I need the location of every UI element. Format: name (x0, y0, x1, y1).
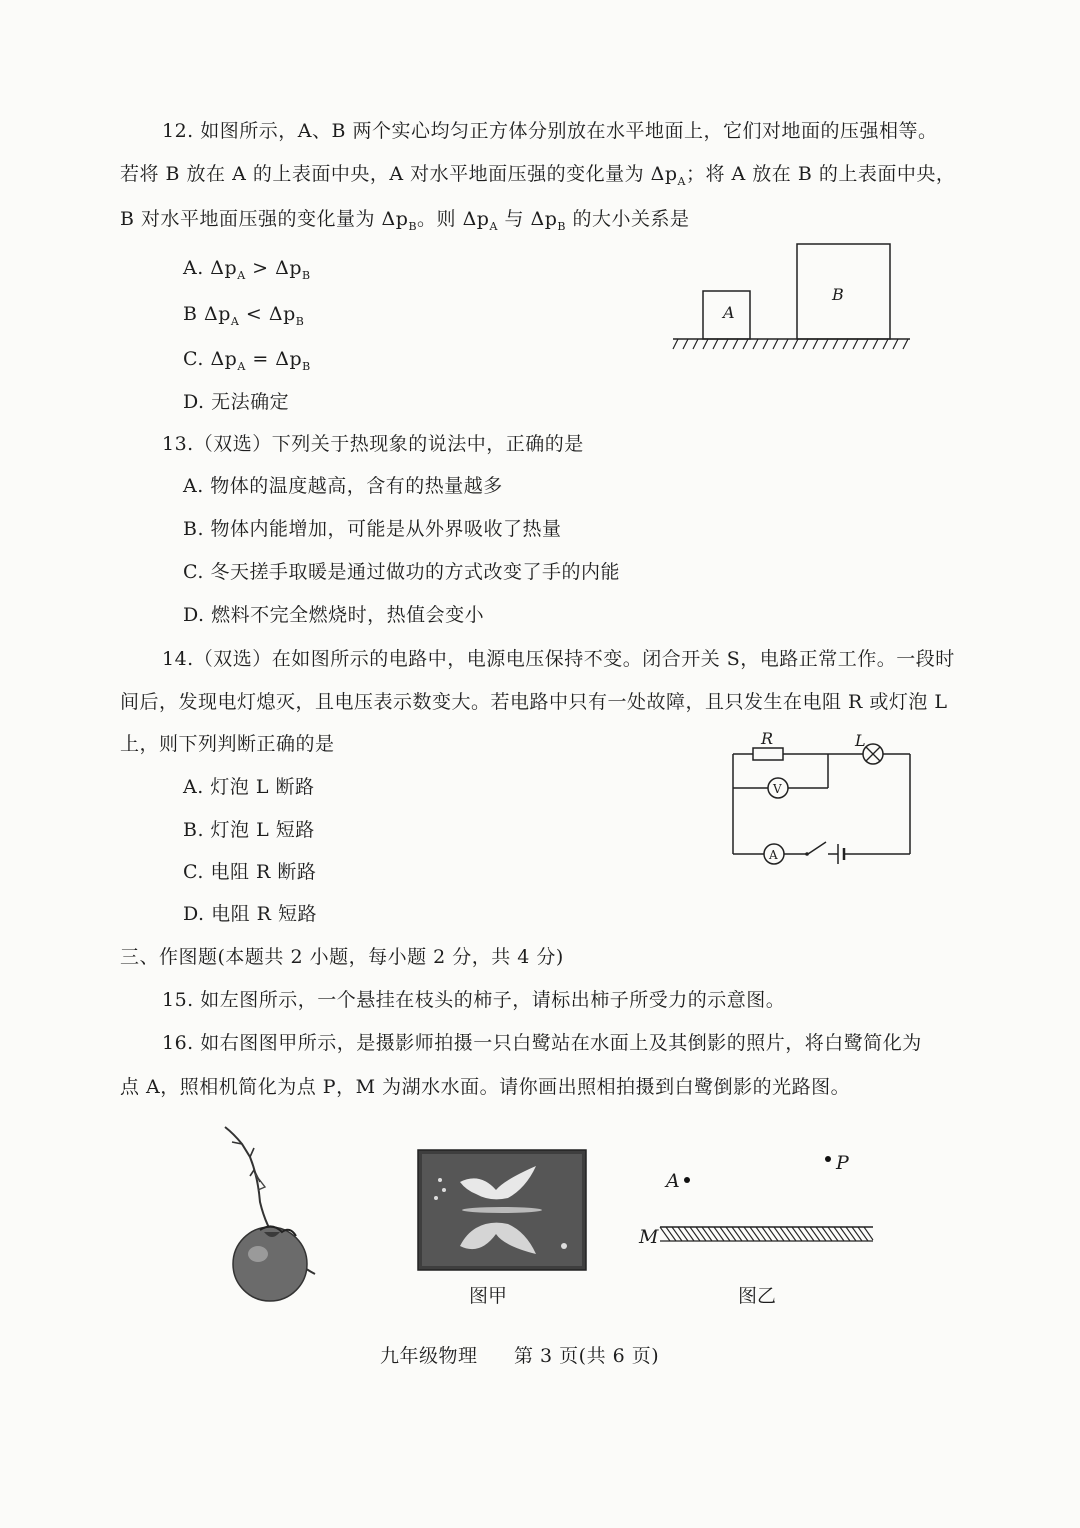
footer-page-number: 第 3 页(共 6 页) (514, 1345, 660, 1367)
surface-m-label: M (639, 1226, 659, 1248)
q14-option-a: A. 灯泡 L 断路 (183, 776, 315, 798)
point-p (825, 1156, 831, 1162)
q14-line3: 上，则下列判断正确的是 (120, 733, 335, 755)
ammeter-label: A (769, 848, 778, 862)
q15-text: 15. 如左图所示，一个悬挂在枝头的柿子，请标出柿子所受力的示意图。 (162, 989, 786, 1011)
q12-option-b: B $\Delta p_A < \Delta p_B$ (183, 303, 305, 328)
q13-stem: 13.（双选）下列关于热现象的说法中，正确的是 (162, 433, 584, 455)
resistor-r (753, 748, 783, 760)
cube-b-label: B (832, 285, 844, 304)
resistor-label: R (761, 729, 774, 748)
lamp-label: L (855, 731, 866, 750)
q12-option-d: D. 无法确定 (183, 391, 290, 413)
q14-line2: 间后，发现电灯熄灭，且电压表示数变大。若电路中只有一处故障，且只发生在电阻 R 或灯泡 L (120, 691, 948, 713)
q14-option-b: B. 灯泡 L 短路 (183, 819, 315, 841)
q12-option-a: A. $\Delta p_A > \Delta p_B$ (183, 257, 311, 282)
q13-option-a: A. 物体的温度越高，含有的热量越多 (183, 475, 503, 497)
q13-option-d: D. 燃料不完全燃烧时，热值会变小 (183, 604, 485, 626)
q12-line2: 若将 B 放在 A 的上表面中央，A 对水平地面压强的变化量为 $\Delta p_A$；将 A 放在 B 的上表面中央， (120, 163, 956, 188)
q14-line1: 14.（双选）在如图所示的电路中，电源电压保持不变。闭合开关 S，电路正常工作。一段时 (162, 648, 955, 670)
cubes-figure (670, 238, 915, 358)
q12-line1: 12. 如图所示，A、B 两个实心均匀正方体分别放在水平地面上，它们对地面的压强相等。 (162, 120, 938, 142)
figure-yi-caption: 图乙 (738, 1285, 777, 1307)
q12-line3: B 对水平地面压强的变化量为 $\Delta p_B$。则 $\Delta p_A$ 与 $\Delta p_B$ 的大小关系是 (120, 208, 690, 233)
reflection-diagram (630, 1145, 880, 1255)
q13-option-b: B. 物体内能增加，可能是从外界吸收了热量 (183, 518, 562, 540)
q16-line1: 16. 如右图图甲所示，是摄影师拍摄一只白鹭站在水面上及其倒影的照片，将白鹭简化为 (162, 1032, 922, 1054)
water-hatch (660, 1227, 873, 1241)
q14-option-d: D. 电阻 R 短路 (183, 903, 318, 925)
persimmon-fruit (233, 1227, 307, 1301)
voltmeter-label: V (773, 782, 782, 796)
q16-line2: 点 A，照相机简化为点 P，M 为湖水水面。请你画出照相拍摄到白鹭倒影的光路图。 (120, 1076, 851, 1098)
switch-s (808, 842, 826, 854)
point-a (684, 1177, 690, 1183)
footer-subject: 九年级物理 (380, 1345, 478, 1367)
circuit-figure (728, 728, 918, 863)
section-3-heading: 三、作图题(本题共 2 小题，每小题 2 分，共 4 分) (120, 946, 564, 968)
persimmon-figure (220, 1122, 330, 1307)
cube-a-label: A (723, 303, 735, 322)
point-a-label: A (666, 1170, 680, 1192)
point-p-label: P (836, 1152, 849, 1174)
q14-option-c: C. 电阻 R 断路 (183, 861, 317, 883)
ground-hatch (673, 339, 908, 349)
q13-option-c: C. 冬天搓手取暖是通过做功的方式改变了手的内能 (183, 561, 620, 583)
q12-option-c: C. $\Delta p_A = \Delta p_B$ (183, 348, 311, 373)
egret-photo (418, 1150, 586, 1270)
figure-jia-caption: 图甲 (469, 1285, 508, 1307)
